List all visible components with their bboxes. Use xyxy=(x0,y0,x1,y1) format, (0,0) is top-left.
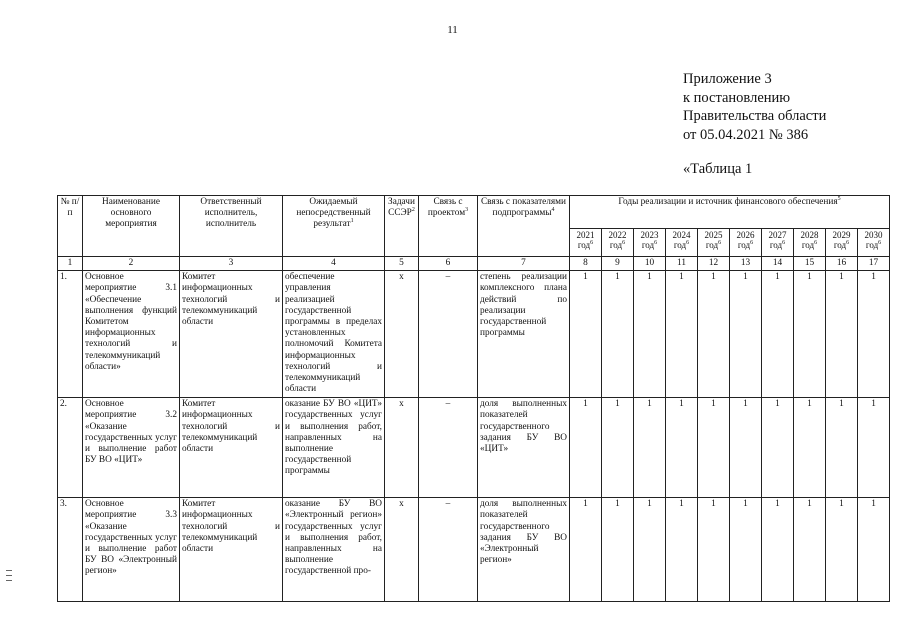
year-value: 1 xyxy=(794,398,826,498)
project-value: – xyxy=(419,398,478,498)
activity-name: Основное мероприятие 3.3 «Оказание государственных услуг и выполнение работ БУ ВО «Электронный регион» xyxy=(83,498,180,602)
column-number: 14 xyxy=(762,257,794,271)
header-years-group: Годы реализации и источник финансового обеспечения$^5$ xyxy=(570,196,890,229)
header-year: 2023 год$^6$ xyxy=(634,229,666,257)
column-number: 16 xyxy=(826,257,858,271)
indicator: доля выполненных показателей государственного задания БУ ВО «ЦИТ» xyxy=(478,398,570,498)
column-number: 7 xyxy=(478,257,570,271)
row-number: 3. xyxy=(58,498,83,602)
year-value: 1 xyxy=(730,271,762,398)
column-number: 2 xyxy=(83,257,180,271)
column-number: 9 xyxy=(602,257,634,271)
tasks-value: x xyxy=(385,398,419,498)
column-number: 3 xyxy=(180,257,283,271)
tasks-value: x xyxy=(385,498,419,602)
margin-mark xyxy=(6,570,12,571)
appendix-block xyxy=(683,70,826,144)
table-row xyxy=(58,271,890,398)
column-number: 5 xyxy=(385,257,419,271)
year-value: 1 xyxy=(762,498,794,602)
year-value: 1 xyxy=(858,498,890,602)
year-value: 1 xyxy=(826,398,858,498)
executor: Комитет информационных технологий и телекоммуникаций области xyxy=(180,498,283,602)
year-value: 1 xyxy=(666,271,698,398)
year-value: 1 xyxy=(794,271,826,398)
indicator: доля выполненных показателей государственного задания БУ ВО «Электронный регион» xyxy=(478,498,570,602)
row-number: 1. xyxy=(58,271,83,398)
year-value: 1 xyxy=(826,271,858,398)
column-number: 8 xyxy=(570,257,602,271)
header-year: 2029 год$^6$ xyxy=(826,229,858,257)
indicator: степень реализации комплексного плана действий по реализации государственной программы xyxy=(478,271,570,398)
expected-result: обеспечение управления реализацией государственной программы в пределах установленных полномочий Комитета информационных технологий и телекоммуникаций области xyxy=(283,271,385,398)
appendix-line: Приложение 3 xyxy=(683,71,772,87)
table-row xyxy=(58,398,890,498)
column-number: 13 xyxy=(730,257,762,271)
year-value: 1 xyxy=(570,498,602,602)
year-value: 1 xyxy=(634,271,666,398)
row-number: 2. xyxy=(58,398,83,498)
year-value: 1 xyxy=(730,398,762,498)
activity-name: Основное мероприятие 3.1 «Обеспечение выполнения функций Комитетом информационных технологий и телекоммуникаций области» xyxy=(83,271,180,398)
column-number-row xyxy=(58,257,890,271)
project-value: – xyxy=(419,498,478,602)
column-number: 10 xyxy=(634,257,666,271)
year-value: 1 xyxy=(666,498,698,602)
year-value: 1 xyxy=(634,398,666,498)
activity-name: Основное мероприятие 3.2 «Оказание государственных услуг и выполнение работ БУ ВО «ЦИТ» xyxy=(83,398,180,498)
header-year: 2021 год$^6$ xyxy=(570,229,602,257)
expected-result: оказание БУ ВО «ЦИТ» государственных услуг и выполнения работ, направленных на выполнение государственной программы xyxy=(283,398,385,498)
column-number: 6 xyxy=(419,257,478,271)
header-col-name: Наименование основного мероприятия xyxy=(83,196,180,257)
year-value: 1 xyxy=(602,271,634,398)
header-col-executor: Ответственный исполнитель, исполнитель xyxy=(180,196,283,257)
table-title: «Таблица 1 xyxy=(683,161,753,177)
header-year: 2026 год$^6$ xyxy=(730,229,762,257)
executor: Комитет информационных технологий и телекоммуникаций области xyxy=(180,398,283,498)
margin-mark xyxy=(6,575,12,576)
year-value: 1 xyxy=(698,271,730,398)
header-year: 2025 год$^6$ xyxy=(698,229,730,257)
year-value: 1 xyxy=(698,398,730,498)
column-number: 4 xyxy=(283,257,385,271)
year-value: 1 xyxy=(634,498,666,602)
column-number: 12 xyxy=(698,257,730,271)
year-value: 1 xyxy=(602,398,634,498)
year-value: 1 xyxy=(666,398,698,498)
header-col-indicator: Связь с показателями подпрограммы$^4$ xyxy=(478,196,570,257)
header-col-num: № п/п xyxy=(58,196,83,257)
margin-mark xyxy=(6,580,12,581)
expected-result: оказание БУ ВО «Электронный регион» государственных услуг и выполнения работ, направленных на выполнение государственной про- xyxy=(283,498,385,602)
year-value: 1 xyxy=(858,398,890,498)
table-row xyxy=(58,498,890,602)
activities-table xyxy=(57,195,890,602)
column-number: 11 xyxy=(666,257,698,271)
header-col-project: Связь с проектом$^3$ xyxy=(419,196,478,257)
header-row xyxy=(58,196,890,229)
appendix-line: Правительства области xyxy=(683,108,827,124)
appendix-line: к постановлению xyxy=(683,89,791,106)
header-year: 2024 год$^6$ xyxy=(666,229,698,257)
year-value: 1 xyxy=(602,498,634,602)
page-number: 11 xyxy=(447,24,458,36)
year-value: 1 xyxy=(570,398,602,498)
project-value: – xyxy=(419,271,478,398)
year-value: 1 xyxy=(826,498,858,602)
header-year: 2022 год$^6$ xyxy=(602,229,634,257)
header-year: 2030 год$^6$ xyxy=(858,229,890,257)
header-col-tasks: Задачи ССЭР$^2$ xyxy=(385,196,419,257)
appendix-line: от 05.04.2021 № 386 xyxy=(683,126,809,143)
header-year: 2028 год$^6$ xyxy=(794,229,826,257)
header-col-result: Ожидаемый непосредственный результат$^1$ xyxy=(283,196,385,257)
executor: Комитет информационных технологий и телекоммуникаций области xyxy=(180,271,283,398)
year-value: 1 xyxy=(698,498,730,602)
year-value: 1 xyxy=(762,271,794,398)
year-value: 1 xyxy=(858,271,890,398)
tasks-value: x xyxy=(385,271,419,398)
year-value: 1 xyxy=(794,498,826,602)
column-number: 17 xyxy=(858,257,890,271)
column-number: 15 xyxy=(794,257,826,271)
year-value: 1 xyxy=(730,498,762,602)
header-year: 2027 год$^6$ xyxy=(762,229,794,257)
column-number: 1 xyxy=(58,257,83,271)
year-value: 1 xyxy=(570,271,602,398)
year-value: 1 xyxy=(762,398,794,498)
